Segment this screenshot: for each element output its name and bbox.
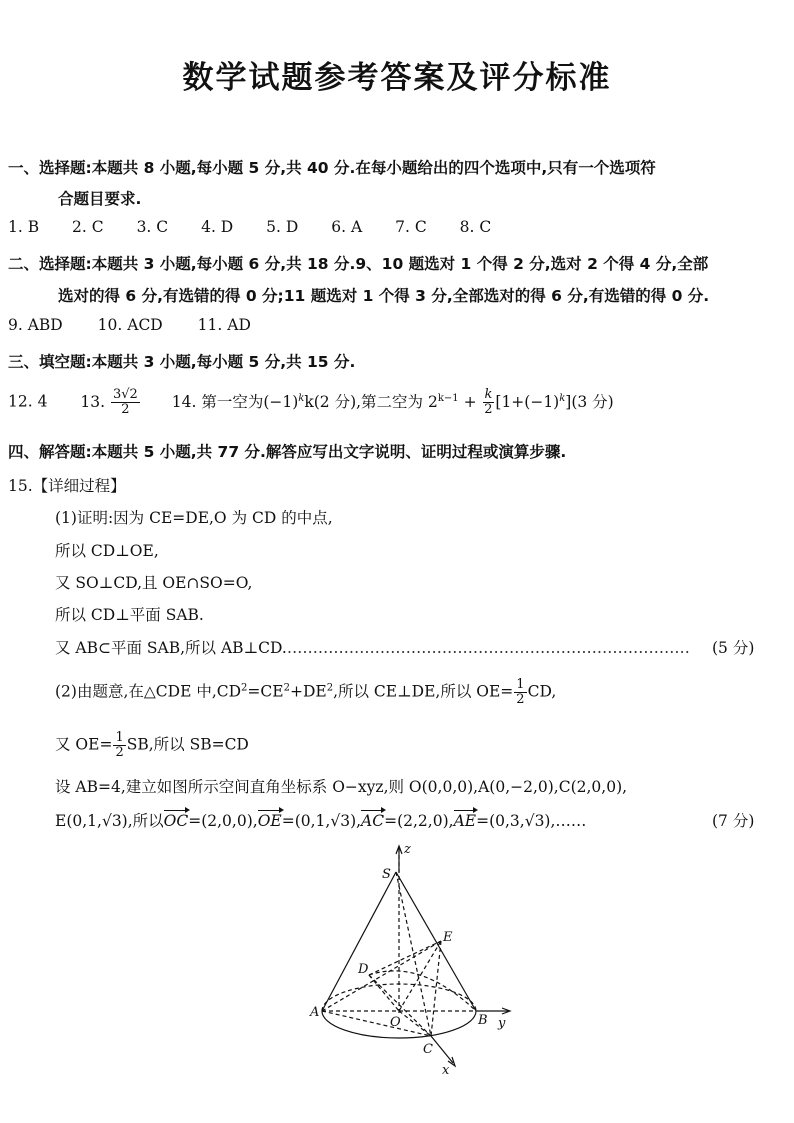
answer-2: 2. C [72,218,104,236]
section1-header: 一、选择题:本题共 8 小题,每小题 5 分,共 40 分.在每小题给出的四个选项中,只有一个选项符 [8,159,656,177]
label-s: S [382,867,391,882]
segment-de [369,941,441,975]
section1-answers [8,218,491,236]
proof-line-1: (1)证明:因为 CE=DE,O 为 CD 的中点, [55,509,333,527]
label-b: B [478,1013,488,1028]
label-z: z [404,842,411,857]
answer-8: 8. C [459,218,492,236]
label-e: E [443,930,453,945]
solution-line-7: 又 OE= $\frac{1}{2}$ SB,所以 SB=CD [55,730,249,760]
score-5: (5 分) [712,639,755,657]
section3-header: 三、填空题:本题共 3 小题,每小题 5 分,共 15 分. [8,353,356,371]
answer-7: 7. C [395,218,427,236]
answer-3: 3. C [136,218,169,236]
answer-12: 12. 4 [8,392,48,411]
answer-13-fraction: $\frac{3√2}{2}$ [112,387,138,417]
label-a: A [310,1005,320,1020]
section1-header-cont: 合题目要求. [58,190,142,208]
answer-10: 10. ACD [97,316,163,334]
answer-14: 14. 第一空为$(-1)^kk(2$ 分),第二空为 $2^{k-1}$ + $\frac{k}{2}$ $[1+(-1)^k](3$ 分) [171,387,614,417]
score-7: (7 分) [712,812,755,830]
section3-answers [8,388,614,417]
solution-line-8: 设 AB=4,建立如图所示空间直角坐标系 O−xyz,则 O(0,0,0),A(0,−2,0),C(2,0,0), [55,778,628,796]
question-15-label: 15.【详细过程】 [8,477,126,495]
solution-line-9: E(0,1,√3),所以OC=(2,0,0),OE=(0,1,√3),AC=(2,2,0),AE=(0,3,√3),…… [55,812,587,830]
section2-header: 二、选择题:本题共 3 小题,每小题 6 分,共 18 分.9、10 题选对 1 个得 2 分,选对 2 个得 4 分,全部 [8,255,709,273]
section2-answers [8,316,251,334]
answer-1: 1. B [8,218,40,236]
label-y: y [498,1016,506,1031]
segment-do [369,975,399,1011]
segment-ac [322,1011,431,1036]
solution-line-6: (2)由题意,在△CDE 中$,CD^2=CE^2+DE^2$,所以 CE⊥DE,所以 OE= $\frac{1}{2}$ CD, [55,677,557,707]
answer-5: 5. D [266,218,299,236]
label-o: O [390,1015,401,1030]
label-x: x [442,1063,450,1078]
segment-ae [322,941,441,1011]
proof-line-5: 又 AB⊂平面 SAB,所以 AB⊥CD.…………………………………………………………………… [55,639,690,657]
x-axis [431,1036,453,1063]
answer-4: 4. D [201,218,234,236]
cone-figure [300,838,530,1078]
answer-6: 6. A [331,218,363,236]
page-title: 数学试题参考答案及评分标准 [182,60,612,96]
section2-header-cont: 选对的得 6 分,有选错的得 0 分;11 题选对 1 个得 3 分,全部选对的得 6 分,有选错的得 0 分. [58,287,710,305]
label-d: D [358,962,369,977]
answer-9: 9. ABD [8,316,63,334]
proof-line-4: 所以 CD⊥平面 SAB. [55,606,204,624]
x-axis-inner [399,1011,431,1036]
proof-line-3: 又 SO⊥CD,且 OE∩SO=O, [55,574,253,592]
section4-header: 四、解答题:本题共 5 小题,共 77 分.解答应写出文字说明、证明过程或演算步骤. [8,443,567,461]
answer-13-label: 13. [80,392,106,411]
proof-line-2: 所以 CD⊥OE, [55,542,159,560]
label-c: C [423,1042,433,1057]
answer-11: 11. AD [197,316,251,334]
